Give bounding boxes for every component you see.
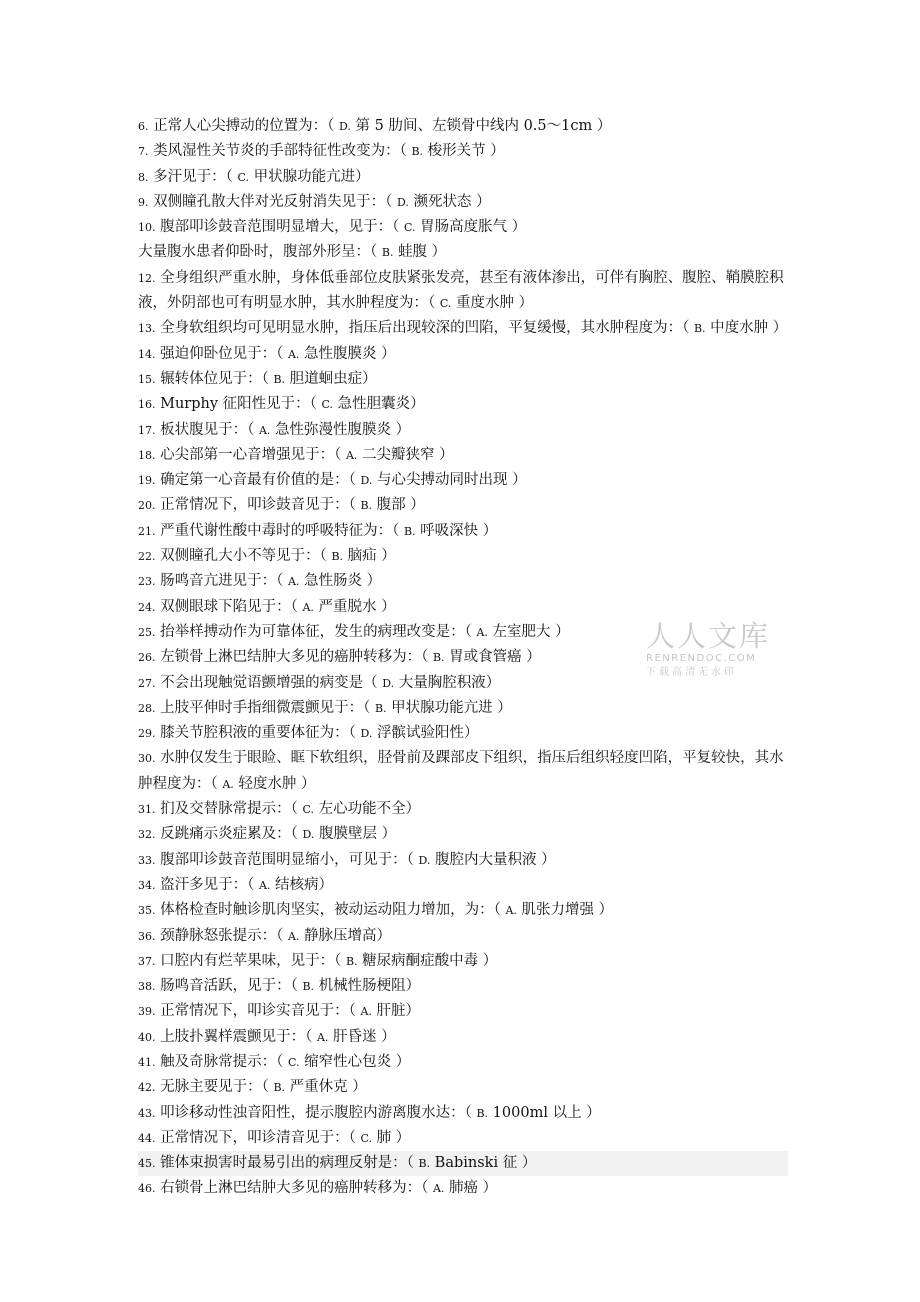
- answer-text: 浮髌试验阳性）: [377, 725, 479, 742]
- question-number: 12.: [138, 271, 156, 285]
- answer-text: 左心功能不全）: [318, 801, 421, 818]
- question-item: [138, 240, 788, 265]
- question-number: 22.: [138, 550, 156, 564]
- question-number: 35.: [138, 904, 156, 918]
- answer-letter: B.: [302, 980, 315, 994]
- question-number: 13.: [138, 322, 156, 336]
- question-number: 10.: [138, 221, 156, 235]
- question-number: 40.: [138, 1030, 156, 1044]
- answer-letter: B.: [381, 246, 394, 260]
- answer-letter: C.: [237, 170, 249, 184]
- answer-text: 腹部 ）: [376, 497, 425, 514]
- answer-letter: B.: [432, 651, 445, 665]
- question-text: 右锁骨上淋巴结肿大多见的癌肿转移为：（: [160, 1180, 429, 1197]
- question-number: 20.: [138, 499, 156, 513]
- question-text: 颈静脉怒张提示：（: [160, 927, 284, 944]
- question-text: 严重代谢性酸中毒时的呼吸特征为：（: [160, 522, 400, 539]
- question-number: 27.: [138, 676, 156, 690]
- question-text: 上肢扑翼样震颤见于：（: [160, 1028, 313, 1045]
- question-text: 抬举样搏动作为可靠体征，发生的病理改变是：（: [160, 623, 472, 640]
- answer-letter: A.: [258, 423, 271, 437]
- question-text: 辗转体位见于：（: [160, 370, 269, 387]
- answer-text: 轻度水肿 ）: [238, 775, 316, 792]
- question-item: [138, 1176, 788, 1201]
- question-item: [138, 924, 788, 949]
- question-text: 肠鸣音活跃，见于：（: [160, 978, 298, 995]
- question-item: [138, 392, 788, 417]
- question-number: 15.: [138, 372, 156, 386]
- question-number: 45.: [138, 1157, 156, 1171]
- question-item: [138, 797, 788, 822]
- question-number: 42.: [138, 1081, 156, 1095]
- answer-letter: A.: [302, 600, 314, 614]
- answer-letter: B.: [411, 145, 424, 159]
- answer-text: 结核病）: [275, 876, 334, 893]
- question-text: 正常情况下，叩诊鼓音见于：（: [160, 497, 356, 514]
- answer-letter: B.: [273, 1081, 286, 1095]
- answer-text: 急性弥漫性腹膜炎 ）: [275, 421, 411, 438]
- question-item: [138, 1101, 788, 1126]
- watermark-title: 人人文库: [646, 619, 771, 653]
- question-number: 9.: [138, 195, 149, 209]
- answer-text: 呼吸深快 ）: [420, 522, 498, 539]
- answer-letter: D.: [360, 727, 373, 741]
- answer-letter: A.: [505, 904, 517, 918]
- question-text: 无脉主要见于：（: [160, 1079, 269, 1096]
- question-item: [138, 1126, 788, 1151]
- answer-letter: B.: [693, 322, 706, 336]
- answer-letter: B.: [273, 372, 286, 386]
- answer-text: 缩窄性心包炎 ）: [304, 1053, 411, 1070]
- question-number: 33.: [138, 853, 156, 867]
- question-item: [138, 974, 788, 999]
- answer-letter: C.: [321, 398, 334, 412]
- question-text: 类风湿性关节炎的手部特征性改变为：（: [153, 143, 407, 160]
- question-item: [138, 999, 788, 1024]
- answer-text: 第 5 肋间、左锁骨中线内 0.5～1cm ）: [355, 118, 612, 134]
- answer-text: 急性肠炎 ）: [304, 573, 382, 590]
- question-number: 8.: [138, 170, 149, 184]
- answer-letter: C.: [302, 803, 314, 817]
- answer-text: Babinski 征 ）: [434, 1155, 537, 1172]
- question-item: [138, 367, 788, 392]
- question-number: 19.: [138, 474, 156, 488]
- question-text: 腹部叩诊鼓音范围明显缩小，可见于：（: [160, 851, 414, 868]
- answer-text: 二尖瓣狭窄 ）: [362, 446, 454, 463]
- answer-text: 胃肠高度胀气 ）: [420, 219, 527, 236]
- answer-letter: B.: [374, 701, 387, 715]
- answer-letter: C.: [403, 221, 416, 235]
- question-text: 口腔内有烂苹果味，见于：（: [160, 952, 342, 969]
- question-item: [138, 848, 788, 873]
- question-text: 多汗见于：（: [153, 168, 233, 185]
- question-text: 体格检查时触诊肌肉坚实，被动运动阻力增加，为：（: [160, 902, 501, 919]
- question-number: 26.: [138, 651, 156, 665]
- answer-letter: A.: [360, 1005, 372, 1019]
- answer-text: 中度水肿 ）: [710, 320, 788, 337]
- question-text: 确定第一心音最有价值的是：（: [160, 472, 356, 489]
- question-item: [138, 215, 788, 240]
- answer-text: 胆道蛔虫症）: [289, 370, 377, 387]
- question-item: [138, 316, 788, 341]
- question-number: 34.: [138, 878, 156, 892]
- question-item: [138, 1075, 788, 1100]
- question-text: 双侧瞳孔散大伴对光反射消失见于：（: [153, 193, 393, 210]
- answer-letter: B.: [476, 1106, 489, 1120]
- answer-text: 严重脱水 ）: [318, 598, 396, 615]
- answer-text: 肝昏迷 ）: [333, 1028, 396, 1045]
- question-number: 17.: [138, 423, 156, 437]
- answer-text: 肝脏）: [376, 1003, 421, 1020]
- answer-text: 腹腔内大量积液 ）: [435, 851, 556, 868]
- question-text: 板状腹见于：（: [160, 421, 255, 438]
- question-text: 腹部叩诊鼓音范围明显增大，见于：（: [160, 219, 400, 236]
- question-item: [138, 721, 788, 746]
- answer-text: 濒死状态 ）: [413, 193, 491, 210]
- answer-letter: A.: [476, 625, 488, 639]
- question-item: [138, 114, 788, 139]
- answer-letter: D.: [338, 120, 351, 133]
- question-item: [138, 873, 788, 898]
- answer-text: 左室肥大 ）: [492, 623, 570, 640]
- question-item: [138, 165, 788, 190]
- question-item: [138, 1151, 788, 1176]
- watermark-url: RENRENDOC.COM: [646, 653, 757, 664]
- question-text: 全身组织严重水肿，身体低垂部位皮肤紧张发亮，甚至有液体渗出，可伴有胸腔、腹腔、鞘膜腔积液，外阴部也可有明显水肿，其水肿程度为：（: [138, 269, 784, 312]
- question-item: [138, 443, 788, 468]
- question-item: [138, 822, 788, 847]
- question-item: [138, 190, 788, 215]
- answer-text: 急性胆囊炎）: [337, 396, 425, 413]
- question-number: 41.: [138, 1055, 156, 1069]
- answer-letter: B.: [331, 550, 344, 564]
- answer-text: 大量胸腔积液）: [398, 674, 501, 691]
- watermark: [646, 620, 776, 684]
- question-text: 正常情况下，叩诊清音见于：（: [160, 1129, 356, 1146]
- answer-letter: A.: [316, 1030, 329, 1044]
- answer-text: 1000ml 以上 ）: [492, 1104, 601, 1121]
- answer-letter: C.: [360, 1131, 372, 1145]
- question-item: [138, 949, 788, 974]
- question-number: 32.: [138, 828, 156, 842]
- answer-letter: B.: [418, 1157, 431, 1171]
- question-item: [138, 898, 788, 923]
- answer-text: 胃或食管癌 ）: [449, 649, 541, 666]
- question-number: 31.: [138, 803, 156, 817]
- answer-text: 急性腹膜炎 ）: [304, 345, 396, 362]
- question-number: 18.: [138, 448, 156, 462]
- question-text: 上肢平伸时手指细微震颤见于：（: [160, 699, 371, 716]
- answer-text: 静脉压增高）: [304, 927, 392, 944]
- answer-letter: A.: [258, 878, 271, 892]
- answer-text: 糖尿病酮症酸中毒 ）: [362, 952, 498, 969]
- question-text: 不会出现触觉语颤增强的病变是（: [160, 674, 378, 691]
- answer-text: 与心尖搏动同时出现 ）: [377, 472, 527, 489]
- question-item: [138, 569, 788, 594]
- answer-text: 蛙腹 ）: [398, 244, 447, 261]
- question-text: 强迫仰卧位见于：（: [160, 345, 284, 362]
- answer-text: 重度水肿 ）: [456, 295, 534, 312]
- answer-letter: B.: [403, 524, 416, 538]
- question-text: 全身软组织均可见明显水肿，指压后出现较深的凹陷，平复缓慢，其水肿程度为：（: [160, 320, 690, 337]
- question-text: 双侧瞳孔大小不等见于：（: [160, 548, 327, 565]
- answer-letter: D.: [382, 676, 395, 690]
- question-text: 正常情况下，叩诊实音见于：（: [160, 1003, 356, 1020]
- question-text: 肠鸣音亢进见于：（: [160, 573, 284, 590]
- question-text: 大量腹水患者仰卧时，腹部外形呈：（: [138, 244, 378, 261]
- answer-text: 甲状腺功能亢进 ）: [391, 699, 512, 716]
- question-text: 触及奇脉常提示：（: [160, 1053, 284, 1070]
- question-text: Murphy 征阳性见于：（: [160, 396, 317, 413]
- answer-letter: D.: [302, 828, 315, 842]
- question-item: [138, 696, 788, 721]
- question-text: 锥体束损害时最易引出的病理反射是：（: [160, 1155, 414, 1172]
- question-item: [138, 139, 788, 164]
- question-item: [138, 493, 788, 518]
- question-number: 30.: [138, 752, 156, 766]
- answer-text: 腹膜壁层 ）: [319, 826, 397, 843]
- answer-text: 甲状腺功能亢进）: [253, 168, 370, 185]
- answer-letter: A.: [287, 929, 300, 943]
- question-text: 左锁骨上淋巴结肿大多见的癌肿转移为：（: [160, 649, 429, 666]
- question-item: [138, 595, 788, 620]
- question-number: 6.: [138, 120, 149, 133]
- question-item: [138, 342, 788, 367]
- question-text: 叩诊移动性浊音阳性，提示腹腔内游离腹水达：（: [160, 1104, 472, 1121]
- answer-letter: B.: [345, 954, 358, 968]
- question-number: 23.: [138, 575, 156, 589]
- question-number: 28.: [138, 701, 156, 715]
- answer-letter: A.: [287, 347, 300, 361]
- question-number: 38.: [138, 980, 156, 994]
- question-item: [138, 418, 788, 443]
- answer-text: 肺癌 ）: [449, 1180, 498, 1197]
- answer-text: 梭形关节 ）: [427, 143, 505, 160]
- question-item: [138, 519, 788, 544]
- answer-text: 严重休克 ）: [289, 1079, 367, 1096]
- question-number: 43.: [138, 1106, 156, 1120]
- answer-letter: C.: [287, 1055, 300, 1069]
- question-number: 21.: [138, 524, 156, 538]
- question-text: 双侧眼球下陷见于：（: [160, 598, 298, 615]
- question-item: [138, 266, 788, 317]
- question-number: 39.: [138, 1005, 156, 1019]
- question-text: 水肿仅发生于眼睑、眶下软组织，胫骨前及踝部皮下组织，指压后组织轻度凹陷，平复较快，其水肿程度为：（: [138, 750, 784, 792]
- question-number: 14.: [138, 347, 156, 361]
- question-item: [138, 468, 788, 493]
- answer-text: 肺 ）: [376, 1129, 411, 1146]
- question-number: 37.: [138, 954, 156, 968]
- answer-letter: D.: [418, 853, 431, 867]
- question-number: 44.: [138, 1131, 156, 1145]
- question-text: 扪及交替脉常提示：（: [160, 801, 298, 818]
- answer-text: 机械性肠梗阻）: [318, 978, 421, 995]
- question-text: 心尖部第一心音增强见于：（: [160, 446, 342, 463]
- question-item: [138, 544, 788, 569]
- question-text: 反跳痛示炎症累及：（: [160, 826, 298, 843]
- question-number: 29.: [138, 727, 156, 741]
- question-item: [138, 746, 788, 797]
- answer-text: 脑疝 ）: [347, 548, 396, 565]
- question-text: 正常人心尖搏动的位置为：（: [153, 118, 335, 134]
- answer-letter: A.: [432, 1182, 445, 1196]
- watermark-subtitle: 下载高清无水印: [646, 667, 737, 678]
- question-number: 25.: [138, 625, 156, 639]
- question-item: [138, 1025, 788, 1050]
- question-number: 24.: [138, 600, 156, 614]
- answer-letter: B.: [360, 499, 373, 513]
- answer-letter: A.: [222, 777, 234, 791]
- question-item: [138, 1050, 788, 1075]
- answer-letter: C.: [439, 297, 452, 311]
- answer-letter: A.: [287, 575, 300, 589]
- answer-letter: D.: [360, 474, 373, 488]
- question-number: 16.: [138, 398, 156, 412]
- question-text: 膝关节腔积液的重要体征为：（: [160, 725, 356, 742]
- question-text: 盗汗多见于：（: [160, 876, 255, 893]
- answer-letter: D.: [396, 195, 409, 209]
- question-number: 36.: [138, 929, 156, 943]
- answer-letter: A.: [345, 448, 358, 462]
- answer-text: 肌张力增强 ）: [521, 902, 614, 919]
- question-number: 46.: [138, 1182, 156, 1196]
- question-number: 7.: [138, 145, 149, 159]
